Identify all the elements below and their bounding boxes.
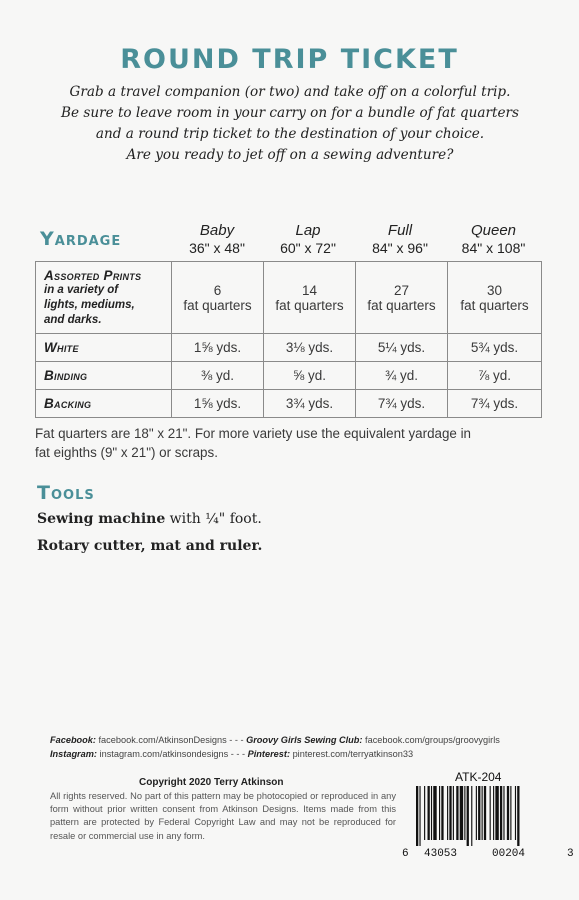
intro-line: Be sure to leave room in your carry on for a bundle of fat quarters <box>61 105 519 121</box>
barcode-bar <box>460 786 463 840</box>
barcode-digits-group1: 43053 <box>424 848 458 860</box>
facebook-label: Facebook: <box>50 735 96 745</box>
copyright-title: Copyright 2020 Terry Atkinson <box>139 777 284 788</box>
table-cell: ⅝ yd. <box>264 362 356 390</box>
table-cell: 7¾ yds. <box>448 390 542 418</box>
barcode-bar <box>482 786 483 840</box>
barcode-bar <box>515 786 516 840</box>
note-line: Fat quarters are 18" x 21". For more variety use the equivalent yardage in <box>35 426 471 441</box>
table-cell: 3¾ yds. <box>264 390 356 418</box>
facebook-link[interactable]: facebook.com/AtkinsonDesigns - - - <box>95 735 247 745</box>
row-label-backing <box>36 390 172 418</box>
sku-label: ATK-204 <box>455 770 502 784</box>
table-cell: ⅜ yd. <box>172 362 264 390</box>
cell-count: 14 <box>301 282 318 298</box>
row-label: Assorted Prints <box>44 267 142 283</box>
cell-unit: fat quarters <box>275 297 344 313</box>
groovy-link[interactable]: facebook.com/groups/groovygirls <box>362 735 500 745</box>
barcode-bar <box>471 786 472 846</box>
row-sublabel: in a variety of <box>44 283 119 296</box>
column-dims: 84" x 96" <box>372 240 428 256</box>
cell-count: 30 <box>486 282 503 298</box>
barcode-bar <box>431 786 432 840</box>
row-sublabel: lights, mediums, <box>44 298 135 311</box>
column-header-full <box>354 222 446 257</box>
pinterest-link[interactable]: pinterest.com/terryatkinson33 <box>290 749 414 759</box>
row-sublabel: and darks. <box>44 313 102 326</box>
barcode-bar <box>495 786 498 840</box>
intro-line: and a round trip ticket to the destination of your choice. <box>95 126 485 142</box>
groovy-label: Groovy Girls Sewing Club: <box>246 735 363 745</box>
cell-count: 27 <box>393 282 410 298</box>
table-row <box>36 390 542 418</box>
table-cell <box>356 262 448 334</box>
table-cell: 5¾ yds. <box>448 334 542 362</box>
barcode-bar <box>476 786 477 840</box>
barcode-bar <box>503 786 504 840</box>
instagram-label: Instagram: <box>50 749 97 759</box>
column-name: Full <box>387 222 413 239</box>
cell-unit: fat quarters <box>183 297 252 313</box>
instagram-link[interactable]: instagram.com/atkinsondesigns - - - <box>96 749 248 759</box>
yardage-table <box>35 261 542 418</box>
table-cell: 5¼ yds. <box>356 334 448 362</box>
table-cell <box>264 262 356 334</box>
column-header-baby <box>171 222 263 257</box>
social-line-2 <box>50 749 413 759</box>
tool-item-sewing-machine <box>37 511 262 527</box>
pattern-title: ROUND TRIP TICKET <box>120 44 459 75</box>
barcode-bar <box>517 786 519 846</box>
barcode-bar <box>419 786 420 846</box>
fat-quarter-note <box>35 424 555 462</box>
row-label: Backing <box>44 396 92 411</box>
row-label-white <box>36 334 172 362</box>
tool-item-rotary-cutter: Rotary cutter, mat and ruler. <box>37 538 263 554</box>
barcode-bar <box>510 786 511 840</box>
row-label-assorted-prints <box>36 262 172 334</box>
table-cell: 1⅝ yds. <box>172 334 264 362</box>
cell-unit: fat quarters <box>460 297 529 313</box>
column-header-queen <box>446 222 541 257</box>
yardage-heading: Yardage <box>40 228 122 250</box>
barcode-bar <box>424 786 425 840</box>
barcode-bar <box>433 786 436 840</box>
barcode-bar <box>456 786 458 840</box>
tool-name: Sewing machine <box>37 511 166 527</box>
barcode-bar <box>500 786 502 840</box>
intro-line: Grab a travel companion (or two) and take off on a colorful trip. <box>69 84 511 100</box>
column-dims: 84" x 108" <box>461 240 526 256</box>
table-cell: 7¾ yds. <box>356 390 448 418</box>
table-cell <box>172 262 264 334</box>
table-cell: ¾ yd. <box>356 362 448 390</box>
column-header-lap <box>262 222 354 257</box>
row-label-binding <box>36 362 172 390</box>
cell-unit: fat quarters <box>367 297 436 313</box>
barcode-bar <box>467 786 469 846</box>
barcode-bar <box>428 786 430 840</box>
barcode-bar <box>493 786 494 840</box>
barcode-bar <box>484 786 486 840</box>
barcode-digit-right: 3 <box>567 848 574 860</box>
column-name: Queen <box>470 222 517 239</box>
barcode-bar <box>507 786 509 840</box>
table-cell <box>448 262 542 334</box>
pinterest-label: Pinterest: <box>247 749 291 759</box>
row-label: Binding <box>44 368 88 383</box>
table-row <box>36 334 542 362</box>
barcode <box>414 786 564 846</box>
tool-detail: with ¼" foot. <box>165 511 262 527</box>
table-cell: ⅞ yd. <box>448 362 542 390</box>
table-cell: 1⅝ yds. <box>172 390 264 418</box>
barcode-digit-left: 6 <box>402 848 409 860</box>
tools-heading: Tools <box>37 482 95 504</box>
barcode-bar <box>464 786 465 840</box>
table-cell: 3⅛ yds. <box>264 334 356 362</box>
note-line: fat eighths (9" x 21") or scraps. <box>35 445 218 460</box>
intro-line: Are you ready to jet off on a sewing adventure? <box>126 147 454 163</box>
barcode-bar <box>447 786 448 840</box>
barcode-digits-group2: 00204 <box>492 848 526 860</box>
barcode-bar <box>441 786 443 840</box>
barcode-bar <box>453 786 454 840</box>
barcode-bar <box>416 786 418 846</box>
column-name: Lap <box>295 222 321 239</box>
barcode-bar <box>478 786 480 840</box>
column-dims: 60" x 72" <box>280 240 336 256</box>
column-name: Baby <box>199 222 235 239</box>
cell-count: 6 <box>213 282 222 298</box>
row-label: White <box>44 340 79 355</box>
rights-text: All rights reserved. No part of this pattern may be photocopied or reproduced in any form without prior written consent from Atkinson Designs. Items made from this pattern are protected by Federal Copyright Law and may not be reproduced for resale or commercial use in any form. <box>50 791 396 841</box>
intro-paragraph <box>30 82 550 166</box>
table-row <box>36 362 542 390</box>
social-line-1 <box>50 735 500 745</box>
barcode-bar <box>439 786 440 840</box>
barcode-bar <box>449 786 451 840</box>
barcode-bar <box>490 786 491 840</box>
table-row <box>36 262 542 334</box>
column-dims: 36" x 48" <box>189 240 245 256</box>
